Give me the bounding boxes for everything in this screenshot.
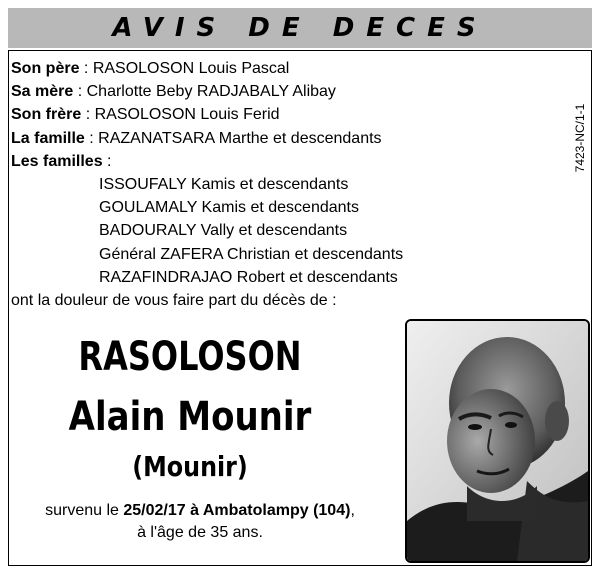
family-sep: : [102, 152, 112, 170]
header-title: AVIS DE DECES [112, 13, 488, 43]
family-sep: : [84, 129, 99, 147]
death-line [20, 500, 380, 522]
family-text: RASOLOSON Louis Ferid [94, 106, 280, 124]
family-row-mother [11, 80, 403, 103]
portrait-photo [405, 319, 590, 563]
families-item: Général ZAFERA Christian et descendants [99, 245, 404, 263]
family-label: La famille [11, 129, 85, 147]
families-item: ISSOUFALY Kamis et descendants [99, 176, 349, 194]
family-label: Son frère [11, 106, 82, 124]
death-suffix: , [350, 502, 355, 519]
family-label: Sa mère [11, 83, 74, 101]
death-age: à l'âge de 35 ans. [137, 524, 263, 541]
family-label: Son père [11, 60, 80, 77]
family-row-brother [11, 103, 403, 126]
family-text: Charlotte Beby RADJABALY Alibay [86, 83, 336, 101]
family-row-father [11, 57, 403, 80]
death-details [20, 500, 380, 544]
families-item: BADOURALY Vally et descendants [99, 222, 348, 240]
header-banner [8, 8, 592, 48]
reference-code: 7423-NC/1-1 [573, 103, 587, 173]
family-sep: : [79, 60, 93, 77]
family-text: RAZANATSARA Marthe et descendants [98, 129, 382, 147]
family-sep: : [81, 106, 95, 124]
family-row-family [11, 127, 403, 150]
families-item: GOULAMALY Kamis et descendants [99, 199, 359, 217]
intro-text: ont la douleur de vous faire part du décès de : [11, 292, 337, 310]
family-text: RASOLOSON Louis Pascal [92, 60, 290, 77]
deceased-nickname: (Mounir) [132, 450, 248, 483]
portrait-image [407, 321, 588, 561]
death-prefix: survenu le [45, 502, 124, 519]
family-row-families [11, 150, 403, 173]
family-sep: : [73, 83, 87, 101]
families-item: RAZAFINDRAJAO Robert et descendants [99, 268, 398, 286]
family-label: Les familles [11, 152, 103, 170]
deceased-surname: RASOLOSON [78, 334, 302, 380]
family-list [11, 57, 403, 312]
death-date-place: 25/02/17 à Ambatolampy (104) [123, 502, 351, 519]
deceased-given-names: Alain Mounir [68, 394, 312, 440]
